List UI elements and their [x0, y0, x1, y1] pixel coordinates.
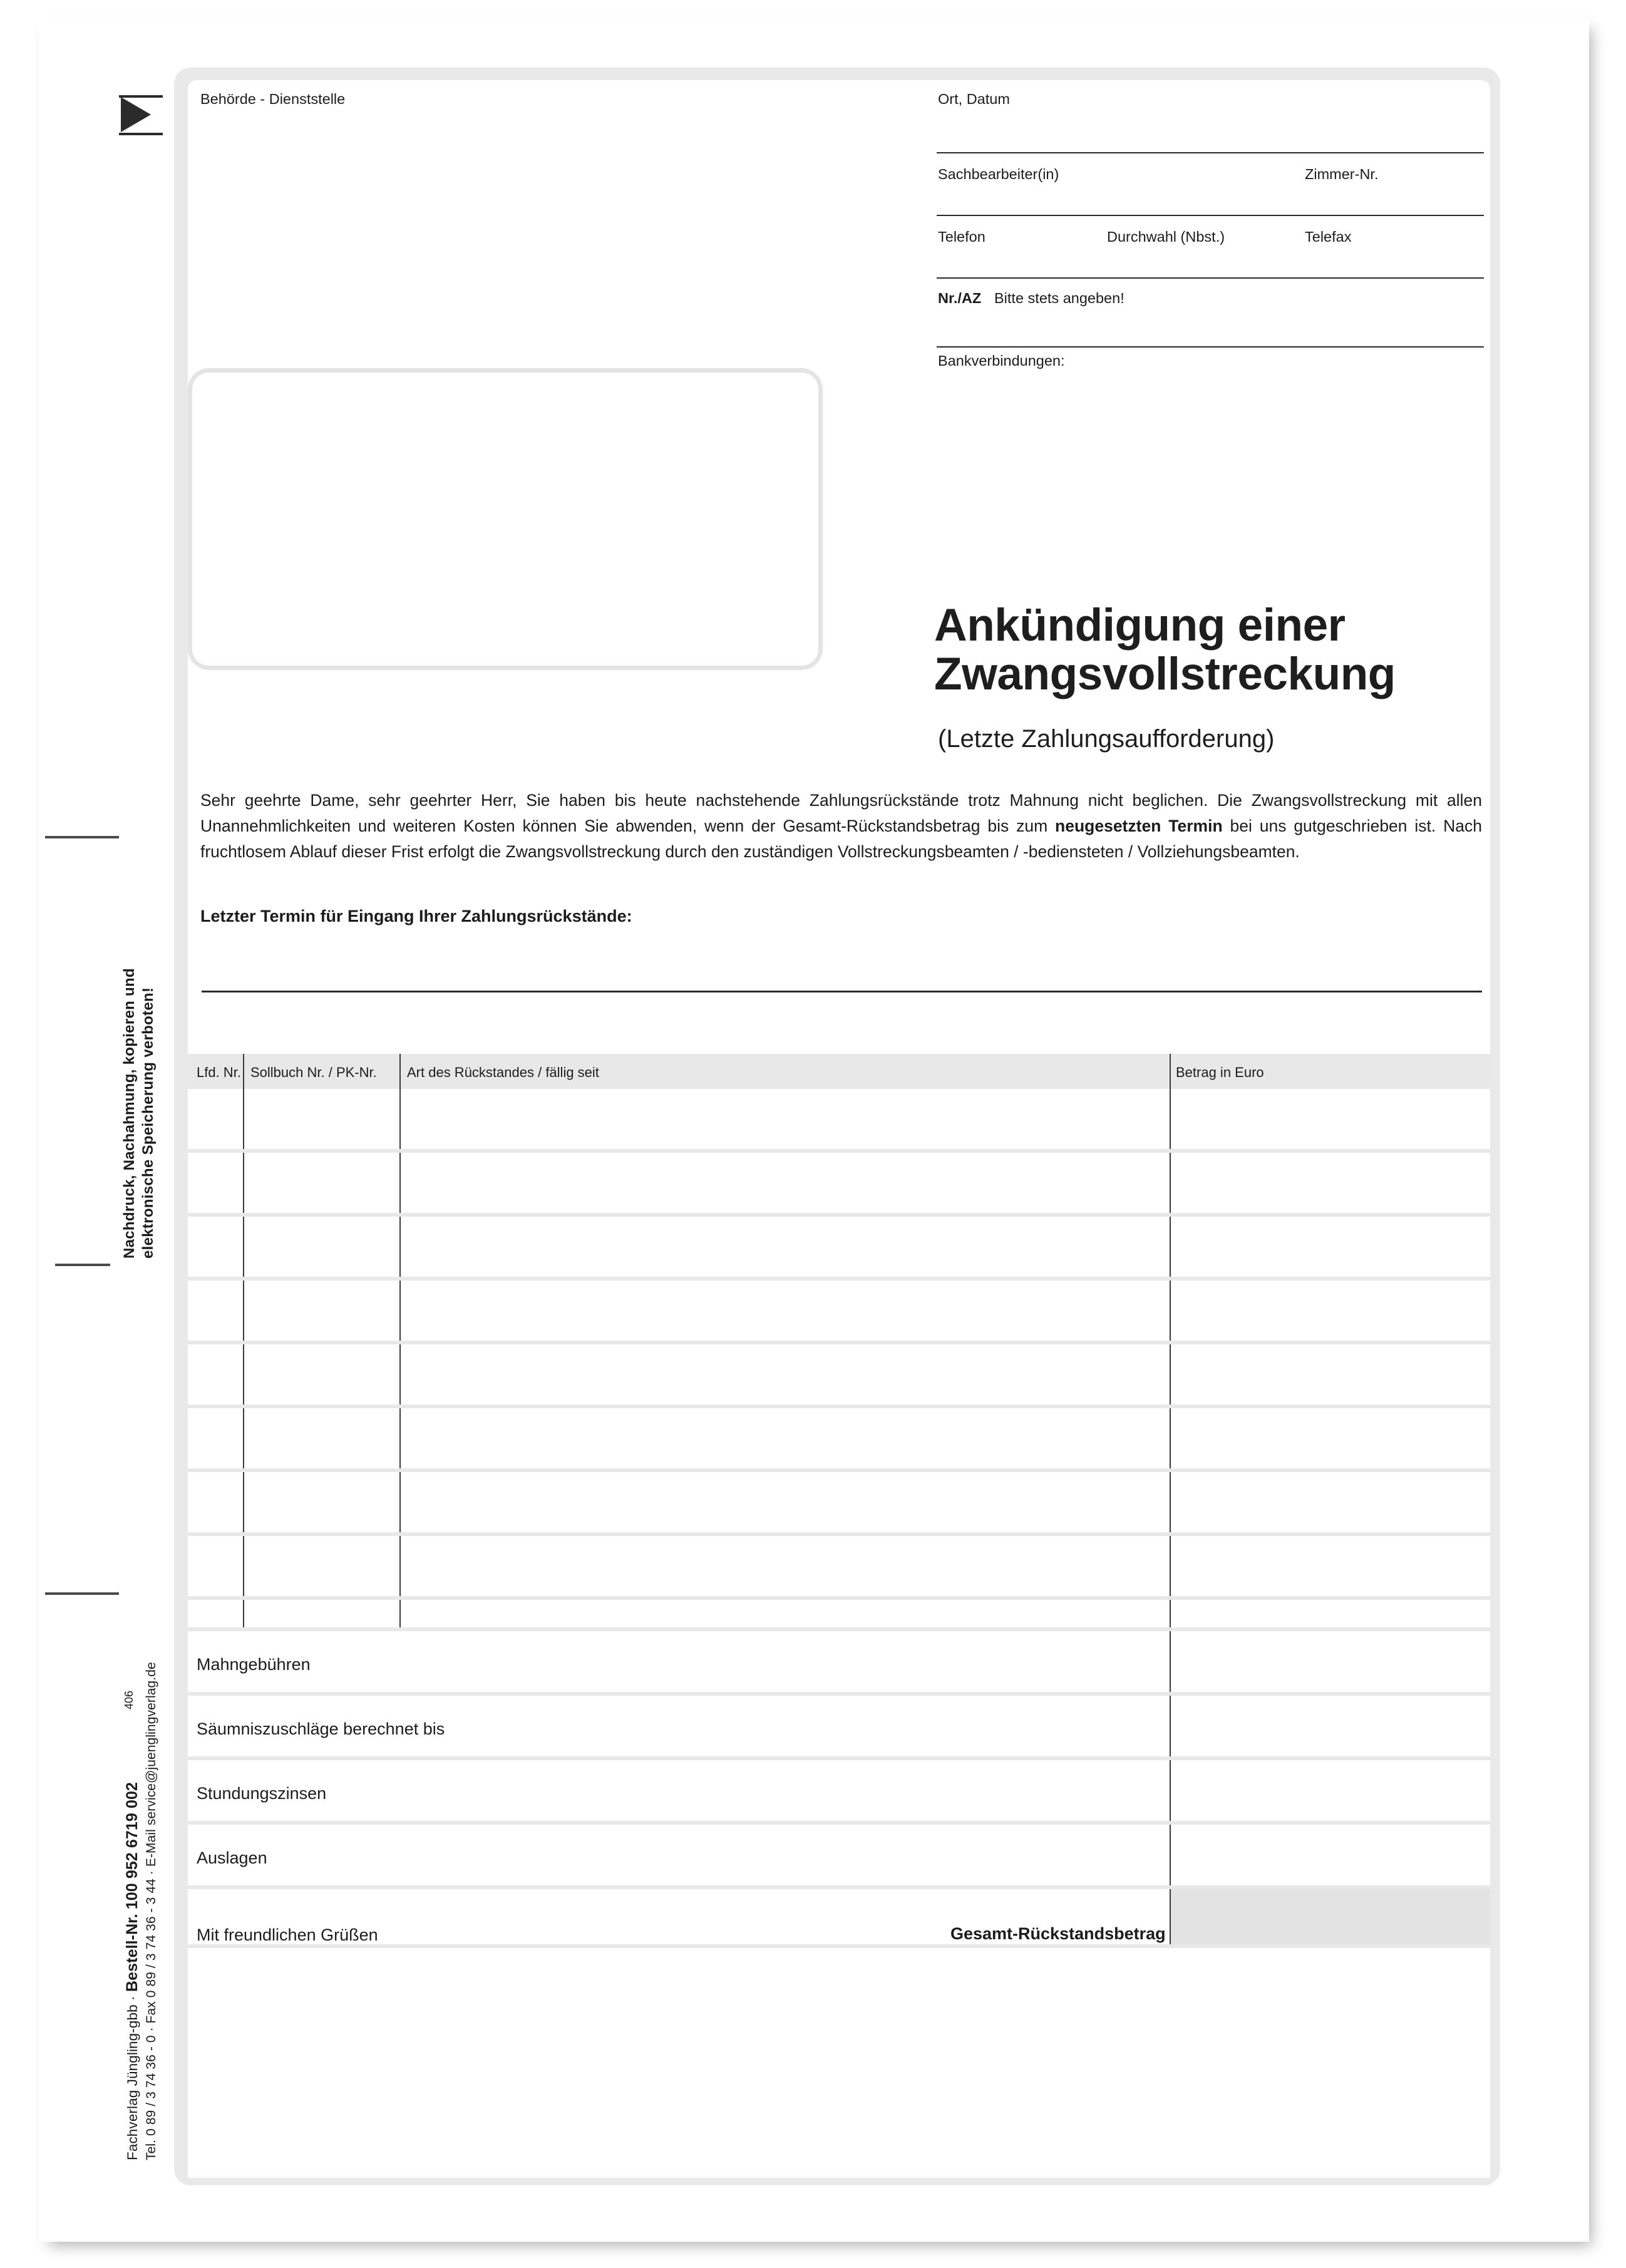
room-number-label: Zimmer-Nr.	[1305, 166, 1379, 182]
signature-area[interactable]	[188, 1944, 1490, 2178]
place-date-rule	[937, 152, 1484, 153]
copyright-line-2: elektronische Speicherung verboten!	[140, 987, 157, 1259]
copyright-line-1: Nachdruck, Nachahmung, kopieren und	[121, 968, 138, 1259]
table-row[interactable]	[188, 1405, 1490, 1408]
column-header-betrag: Betrag in Euro	[1176, 1064, 1264, 1080]
phone-rule	[937, 277, 1484, 279]
clerk-label: Sachbearbeiter(in)	[938, 166, 1059, 182]
arrears-table	[188, 1054, 1490, 1662]
document-subtitle: (Letzte Zahlungsaufforderung)	[938, 725, 1275, 753]
document-title	[934, 601, 1485, 699]
column-header-sollbuch: Sollbuch Nr. / PK-Nr.	[250, 1064, 377, 1080]
summary-divider	[1170, 1760, 1171, 1821]
summary-divider	[1170, 1631, 1171, 1692]
triangle-marker-line-bottom	[119, 133, 163, 135]
document-title-line-2: Zwangsvollstreckung	[934, 649, 1396, 700]
deadline-heading: Letzter Termin für Eingang Ihrer Zahlungsrückstände:	[200, 907, 632, 925]
publisher-name: Fachverlag Jüngling-gbb ·	[125, 1992, 140, 2160]
clerk-rule	[937, 215, 1484, 216]
summary-label: Säumniszuschläge berechnet bis	[197, 1719, 445, 1738]
table-row[interactable]	[188, 1149, 1490, 1153]
reference-note: Bitte stets angeben!	[994, 290, 1124, 306]
summary-label: Mahngebühren	[197, 1655, 311, 1674]
extension-label: Durchwahl (Nbst.)	[1107, 229, 1225, 245]
summary-row-mahngebuehren[interactable]	[188, 1627, 1490, 1692]
table-row[interactable]	[188, 1532, 1490, 1536]
intro-paragraph-part-2: bei uns gutgeschrieben ist. Nach fruchtlosem Ablauf dieser Frist erfolgt die Zwangsvollstreckung durch den zuständigen Vollstreckungsbeamten / -bediensteten / Vollziehungsbeamten.	[200, 817, 1482, 861]
summary-row-saeumniszuschlaege[interactable]	[188, 1692, 1490, 1756]
document-title-line-1: Ankündigung einer	[934, 600, 1346, 651]
table-row[interactable]	[188, 1277, 1490, 1281]
body-divider-1	[243, 1089, 244, 1662]
intro-paragraph	[200, 788, 1482, 865]
fold-mark-middle	[55, 1264, 110, 1266]
deadline-input-rule[interactable]	[202, 991, 1482, 992]
header-divider-1	[243, 1054, 244, 1089]
table-row[interactable]	[188, 1468, 1490, 1472]
table-row[interactable]	[188, 1341, 1490, 1344]
phone-label: Telefon	[938, 229, 985, 245]
table-row[interactable]	[188, 1596, 1490, 1600]
header-divider-2	[399, 1054, 401, 1089]
summary-divider	[1170, 1696, 1171, 1756]
reference-rule	[937, 346, 1484, 348]
intro-paragraph-part-1: Sehr geehrte Dame, sehr geehrter Herr, Sie haben bis heute nachstehende Zahlungsrückstände trotz Mahnung nicht beglichen. Die Zwangsvollstreckung mit allen Unannehmlichkeiten und weiteren Kosten können Sie abwenden, wenn der Gesamt-Rückstandsbetrag bis zum	[200, 791, 1482, 835]
body-divider-3	[1170, 1089, 1171, 1662]
triangle-glyph-icon	[121, 97, 151, 132]
summary-label: Auslagen	[197, 1848, 267, 1867]
copyright-notice	[120, 968, 158, 1259]
form-code: 406	[123, 1690, 135, 1709]
order-reference: Bestell-Nr. 100 952 6719 002	[123, 1782, 141, 1992]
arrears-table-header	[188, 1054, 1490, 1089]
fax-label: Telefax	[1305, 229, 1352, 245]
summary-label: Stundungszinsen	[197, 1784, 327, 1803]
column-header-lfd-nr: Lfd. Nr.	[197, 1064, 241, 1080]
summary-row-stundungszinsen[interactable]	[188, 1756, 1490, 1821]
header-divider-3	[1170, 1054, 1171, 1089]
arrears-table-body[interactable]	[188, 1089, 1490, 1662]
table-row[interactable]	[188, 1213, 1490, 1217]
summary-row-auslagen[interactable]	[188, 1821, 1490, 1885]
publisher-contact: Tel. 0 89 / 3 74 36 - 0 · Fax 0 89 / 3 74 36 - 3 44 · E-Mail service@juenglingverlag.de	[144, 1662, 158, 2160]
total-label: Gesamt-Rückstandsbetrag	[950, 1924, 1166, 1943]
address-window[interactable]	[188, 368, 823, 670]
place-date-label: Ort, Datum	[938, 91, 1010, 107]
triangle-marker-icon	[119, 94, 168, 144]
column-header-art-des-rueckstandes: Art des Rückstandes / fällig seit	[407, 1064, 599, 1080]
summary-section	[188, 1627, 1490, 1962]
publisher-imprint	[123, 1662, 161, 2160]
fold-mark-lower	[45, 1592, 119, 1595]
body-divider-2	[399, 1089, 401, 1662]
intro-paragraph-emphasis: neugesetzten Termin	[1055, 817, 1223, 835]
summary-divider	[1170, 1825, 1171, 1885]
reference-label: Nr./AZ	[938, 290, 982, 306]
closing-greeting: Mit freundlichen Grüßen	[197, 1925, 378, 1944]
authority-label: Behörde - Dienststelle	[200, 91, 346, 107]
bank-details-label: Bankverbindungen:	[938, 353, 1065, 369]
fold-mark-upper	[45, 836, 119, 838]
